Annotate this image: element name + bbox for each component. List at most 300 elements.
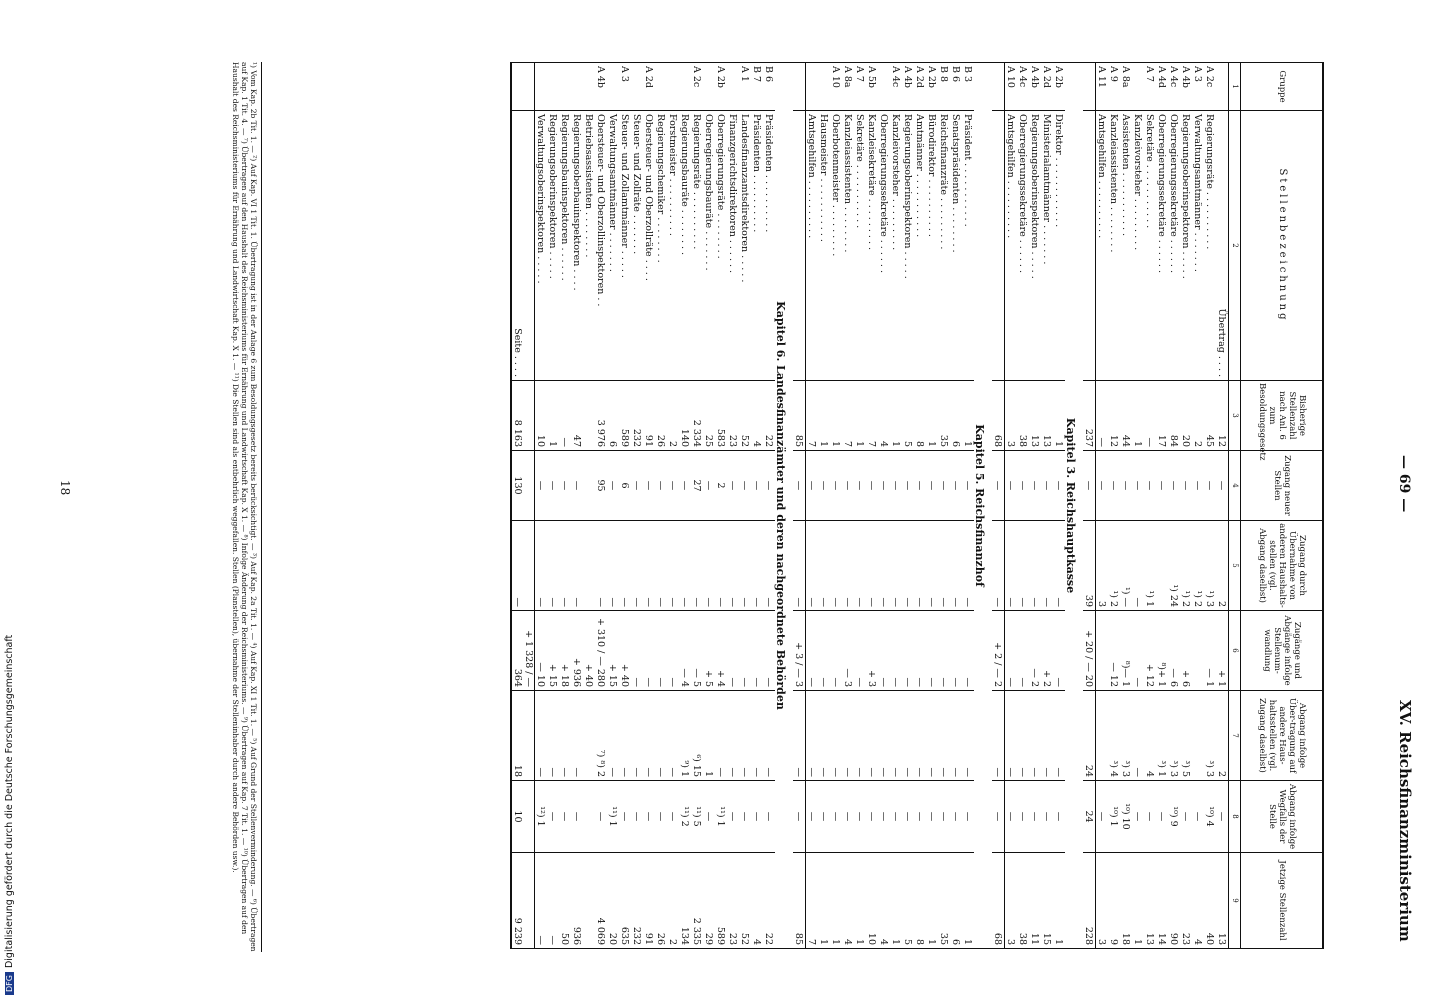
group-cell: B 3 xyxy=(963,63,975,111)
col-number: 9 xyxy=(1229,853,1241,949)
cell: + 5 xyxy=(704,611,716,691)
cell: — xyxy=(831,691,843,781)
cell: — xyxy=(927,451,939,521)
group-cell: A 4c xyxy=(891,63,903,111)
cell xyxy=(584,691,596,781)
cell: — xyxy=(1030,691,1042,781)
cell: — xyxy=(740,781,752,853)
cell: — xyxy=(927,691,939,781)
uebertrag-row xyxy=(1217,63,1230,949)
cell: — xyxy=(879,451,891,521)
cell: + 4 xyxy=(716,611,728,691)
cell: 27 xyxy=(692,451,704,521)
cell: 35 xyxy=(939,853,951,949)
cell: — xyxy=(728,521,740,611)
table-row xyxy=(704,63,716,949)
cell: — xyxy=(644,781,656,853)
cell: ¹¹) 2 xyxy=(680,781,692,853)
cell: 11 xyxy=(1030,853,1042,949)
cell: — 1 xyxy=(1205,611,1217,691)
cell: 1 xyxy=(819,853,831,949)
table-row xyxy=(867,63,879,949)
cell: 5 xyxy=(903,381,915,451)
table-row xyxy=(584,63,596,949)
cell: 84 xyxy=(1169,381,1181,451)
cell: — xyxy=(1018,611,1030,691)
group-cell: A 8a xyxy=(1121,63,1133,111)
cell: — xyxy=(879,691,891,781)
cell: 2 335 xyxy=(692,853,704,949)
position-label: Amtmänner . . . . . . . . . . . xyxy=(915,111,927,381)
cell: 10 xyxy=(535,381,548,451)
empty-cell xyxy=(1084,63,1097,111)
cell: — xyxy=(819,611,831,691)
table-row xyxy=(548,63,560,949)
cell: — xyxy=(1018,691,1030,781)
cell: — xyxy=(879,781,891,853)
cell: 52 xyxy=(740,853,752,949)
total-cell: 24 xyxy=(1084,691,1097,781)
cell: — xyxy=(1157,781,1169,853)
cell: 4 xyxy=(843,853,855,949)
cell xyxy=(584,781,596,853)
total-cell: 24 xyxy=(1084,781,1097,853)
empty-cell xyxy=(794,111,807,381)
position-label: Kanzleivorsteher . . . . . . . . . xyxy=(1133,111,1145,381)
cell: — xyxy=(891,781,903,853)
position-label: Oberregierungssekretäre . . . . . . xyxy=(879,111,891,381)
cell: — xyxy=(1018,451,1030,521)
cell: — xyxy=(1121,451,1133,521)
cell: — xyxy=(927,611,939,691)
col-header-abgang-uebertragung: Abgang infolge Über-tragung auf andere Haus-haltsstellen (vgl. Zugang daselbst) xyxy=(1241,691,1323,781)
chapter-heading: Kapitel 6. Landesfinanzämter und deren nachgeordnete Behörden xyxy=(776,63,794,949)
cell: — xyxy=(1145,381,1157,451)
cell: 936 xyxy=(572,853,584,949)
cell: 1 xyxy=(927,381,939,451)
position-label: Regierungschemiker . . . . . . . . xyxy=(656,111,668,381)
table-row xyxy=(1042,63,1054,949)
cell: — xyxy=(764,691,776,781)
position-label: Ministerialamtmänner . . . . . . . xyxy=(1042,111,1054,381)
group-cell: A 4b xyxy=(596,63,608,111)
cell: 5 xyxy=(903,853,915,949)
cell: — xyxy=(620,521,632,611)
cell: 50 xyxy=(560,853,572,949)
table-row xyxy=(1121,63,1133,949)
cell: — xyxy=(1054,691,1066,781)
cell: — xyxy=(951,781,963,853)
cell: 40 xyxy=(1205,853,1217,949)
cell: — xyxy=(764,521,776,611)
table-row xyxy=(927,63,939,949)
cell: 3 xyxy=(1005,853,1018,949)
cell: — xyxy=(867,521,879,611)
cell: — xyxy=(1133,611,1145,691)
table-row xyxy=(1157,63,1169,949)
table-row xyxy=(728,63,740,949)
cell: 45 xyxy=(1205,381,1217,451)
col-number: 7 xyxy=(1229,691,1241,781)
cell: — xyxy=(716,691,728,781)
position-label: Amtsgehilfen . . . . . . . . . . xyxy=(1096,111,1109,381)
cell: — xyxy=(752,521,764,611)
position-label: Regierungsräte . . . . . . . . . . xyxy=(692,111,704,381)
cell: 4 xyxy=(1193,853,1205,949)
cell: 22 xyxy=(764,381,776,451)
group-cell xyxy=(680,63,692,111)
cell: — xyxy=(903,521,915,611)
cell: 4 069 xyxy=(596,853,608,949)
cell: — xyxy=(855,451,867,521)
cell: — xyxy=(903,611,915,691)
column-number-row xyxy=(1229,63,1241,949)
cell: — xyxy=(644,521,656,611)
position-label: Regierungsoberinspektoren . . . . . xyxy=(1030,111,1042,381)
cell: 44 xyxy=(1121,381,1133,451)
cell: — xyxy=(1217,781,1230,853)
cell: — xyxy=(939,521,951,611)
position-label: Kanzleiassistenten . . . . . . . . xyxy=(843,111,855,381)
cell: — xyxy=(668,611,680,691)
cell: 9 xyxy=(1109,853,1121,949)
col-header-zugang-uebernahme: Zugang durch Übernahme von anderen Haushalts-stellen (vgl. Abgang daselbst) xyxy=(1241,521,1323,611)
cell: 91 xyxy=(644,853,656,949)
total-cell: — xyxy=(794,781,807,853)
cell: 20 xyxy=(608,853,620,949)
seite-total-row xyxy=(512,63,536,949)
cell: — xyxy=(951,451,963,521)
cell xyxy=(1193,691,1205,781)
group-cell xyxy=(656,63,668,111)
group-cell xyxy=(535,63,548,111)
cell: — xyxy=(632,781,644,853)
cell: + 40 xyxy=(620,611,632,691)
total-cell: — xyxy=(1084,451,1097,521)
position-label: Assistenten . . . . . . . . . . . xyxy=(1121,111,1133,381)
cell: — xyxy=(843,691,855,781)
empty-cell xyxy=(1084,111,1097,381)
cell: — xyxy=(740,611,752,691)
footer-page-number: 18 xyxy=(58,480,72,496)
cell: — xyxy=(740,451,752,521)
cell: — xyxy=(535,451,548,521)
cell: 7 xyxy=(843,381,855,451)
cell: ¹) 1 xyxy=(1145,521,1157,611)
cell: 1 xyxy=(1054,381,1066,451)
cell xyxy=(584,381,596,451)
cell: 232 xyxy=(632,381,644,451)
empty-cell xyxy=(512,63,536,111)
cell: — xyxy=(752,611,764,691)
cell: — xyxy=(806,521,819,611)
group-cell xyxy=(819,63,831,111)
cell: + 936 xyxy=(572,611,584,691)
group-cell xyxy=(572,63,584,111)
group-cell: B 7 xyxy=(752,63,764,111)
col-header-umwandlung: Zugänge und Abgänge infolge Stellenum-wandlung xyxy=(1241,611,1323,691)
cell: — xyxy=(1018,781,1030,853)
cell: — xyxy=(572,521,584,611)
position-label: Regierungsoberinspektoren . . . . . xyxy=(548,111,560,381)
cell: + 2 xyxy=(1042,611,1054,691)
group-cell xyxy=(560,63,572,111)
cell: 17 xyxy=(1157,381,1169,451)
cell: — xyxy=(716,521,728,611)
cell: + 12 xyxy=(1145,611,1157,691)
cell: 90 xyxy=(1169,853,1181,949)
cell: ¹) 2 xyxy=(1109,521,1121,611)
total-cell: 228 xyxy=(1084,853,1097,949)
cell: — xyxy=(819,781,831,853)
cell: 583 xyxy=(716,381,728,451)
group-cell: A 4b xyxy=(1181,63,1193,111)
col-number: 5 xyxy=(1229,521,1241,611)
seite-cell: 10 xyxy=(512,781,536,853)
table-row xyxy=(1181,63,1193,949)
cell: — xyxy=(548,853,560,949)
cell: — xyxy=(891,611,903,691)
total-row xyxy=(794,63,807,949)
col-header-jetzige: Jetzige Stellenzahl xyxy=(1241,853,1323,949)
chapter-heading: Kapitel 3. Reichshauptkasse xyxy=(1066,63,1084,949)
position-label: Obersteuer- und Oberzollinspektoren . . xyxy=(596,111,608,381)
cell: — xyxy=(963,691,975,781)
position-label: Oberbotenmeister . . . . . . . . . xyxy=(831,111,843,381)
cell: — xyxy=(915,691,927,781)
cell: — xyxy=(927,521,939,611)
cell: + 310 / — 280 xyxy=(596,611,608,691)
table-row xyxy=(1030,63,1042,949)
group-cell: A 2d xyxy=(915,63,927,111)
group-cell xyxy=(1133,63,1145,111)
cell: 635 xyxy=(620,853,632,949)
cell: 18 xyxy=(1121,853,1133,949)
group-cell: A 1 xyxy=(740,63,752,111)
cell: — xyxy=(806,451,819,521)
seite-cell: 8 163 xyxy=(512,381,536,451)
cell: 13 xyxy=(1145,853,1157,949)
cell: 4 xyxy=(752,381,764,451)
cell: 7 xyxy=(867,381,879,451)
group-cell: A 2b xyxy=(1054,63,1066,111)
cell: — 3 xyxy=(843,611,855,691)
cell: 2 xyxy=(1217,691,1230,781)
table-row xyxy=(855,63,867,949)
cell: 13 xyxy=(1030,381,1042,451)
cell: ⁷) ⁸) 2 xyxy=(596,691,608,781)
cell: — 4 xyxy=(680,611,692,691)
cell: 47 xyxy=(572,381,584,451)
cell: ¹¹) 5 xyxy=(692,781,704,853)
cell: 23 xyxy=(728,381,740,451)
cell: 589 xyxy=(620,381,632,451)
position-label: Regierungsoberinspektoren . . . . . xyxy=(903,111,915,381)
cell: — xyxy=(843,451,855,521)
total-cell: 85 xyxy=(794,381,807,451)
cell: 13 xyxy=(1217,853,1230,949)
group-cell: A 4c xyxy=(1018,63,1030,111)
position-label: Forstmeister . . . . . . . . . . xyxy=(668,111,680,381)
chapter-heading: Kapitel 5. Reichsfinanzhof xyxy=(975,63,993,949)
cell: ¹) 2 xyxy=(1193,521,1205,611)
cell: — xyxy=(939,451,951,521)
total-cell: + 3 / — 3 xyxy=(794,611,807,691)
cell: — xyxy=(560,691,572,781)
cell: — xyxy=(1042,781,1054,853)
cell: — xyxy=(1169,451,1181,521)
group-cell: A 5b xyxy=(867,63,879,111)
cell: 8 xyxy=(915,853,927,949)
group-cell: A 4b xyxy=(903,63,915,111)
cell xyxy=(1193,611,1205,691)
col-number: 4 xyxy=(1229,451,1241,521)
cell: ¹) — xyxy=(1121,521,1133,611)
cell: 3 976 xyxy=(596,381,608,451)
cell: — xyxy=(535,521,548,611)
position-label: Bürodirektor . . . . . . . . . . xyxy=(927,111,939,381)
cell: — xyxy=(1054,451,1066,521)
position-label: Kanzleivorsteher . . . . . . . . . xyxy=(891,111,903,381)
cell: — xyxy=(903,451,915,521)
cell: — xyxy=(963,611,975,691)
table-body xyxy=(512,63,1242,949)
cell: — xyxy=(806,691,819,781)
cell: 25 xyxy=(704,381,716,451)
cell: — xyxy=(632,611,644,691)
cell: — xyxy=(535,853,548,949)
cell: — xyxy=(728,611,740,691)
group-cell: A 8a xyxy=(843,63,855,111)
cell: ¹⁰) 10 xyxy=(1121,781,1133,853)
col-number: 1 xyxy=(1229,63,1241,111)
table-row xyxy=(572,63,584,949)
cell: — xyxy=(608,521,620,611)
cell: — xyxy=(963,781,975,853)
cell: — xyxy=(1133,451,1145,521)
cell: — xyxy=(915,781,927,853)
col-header-bisherige: Bisherige Stellenzahl nach Anl. 6 zum Besoldungsgesetz xyxy=(1241,381,1323,451)
group-cell: A 3 xyxy=(1193,63,1205,111)
cell: — 5 xyxy=(692,611,704,691)
cell: ⁶) 15 xyxy=(692,691,704,781)
cell: — xyxy=(891,691,903,781)
cell: ³) 3 xyxy=(1205,691,1217,781)
cell: — xyxy=(704,451,716,521)
dfg-credit xyxy=(4,635,15,995)
seite-cell: — xyxy=(512,521,536,611)
col-header-zugang-neu: Zugang neuer Stellen xyxy=(1241,451,1323,521)
group-cell: A 10 xyxy=(1005,63,1018,111)
cell: 26 xyxy=(656,853,668,949)
cell: — xyxy=(752,691,764,781)
cell: — xyxy=(668,691,680,781)
group-cell: A 2c xyxy=(1205,63,1217,111)
cell xyxy=(584,521,596,611)
total-cell: 237 xyxy=(1084,381,1097,451)
total-cell: 68 xyxy=(993,853,1006,949)
cell: 2 xyxy=(668,381,680,451)
cell xyxy=(584,853,596,949)
group-cell xyxy=(584,63,596,111)
group-cell xyxy=(548,63,560,111)
position-label: Regierungsräte . . . . . . . . . . xyxy=(1205,111,1217,381)
table-row xyxy=(1018,63,1030,949)
seite-cell: 130 xyxy=(512,451,536,521)
col-number: 8 xyxy=(1229,781,1241,853)
table-row xyxy=(560,63,572,949)
position-label: Sekretäre . . . . . . . . . . . xyxy=(855,111,867,381)
cell: — xyxy=(632,521,644,611)
cell: ¹¹) 1 xyxy=(716,781,728,853)
group-cell: A 2b xyxy=(927,63,939,111)
col-number: 2 xyxy=(1229,111,1241,381)
cell: 6 xyxy=(951,381,963,451)
group-cell xyxy=(632,63,644,111)
cell: — xyxy=(572,781,584,853)
cell: — xyxy=(879,521,891,611)
cell: — xyxy=(596,521,608,611)
col-header-gruppe: Gruppe xyxy=(1241,63,1323,111)
cell: — 12 xyxy=(1109,611,1121,691)
cell: ³) 3 xyxy=(1169,691,1181,781)
cell: — xyxy=(927,781,939,853)
cell: — xyxy=(831,451,843,521)
cell: 3 xyxy=(1096,853,1109,949)
group-cell: A 4b xyxy=(1030,63,1042,111)
cell: 23 xyxy=(1181,853,1193,949)
total-cell: + 2 / — 2 xyxy=(993,611,1006,691)
table-row xyxy=(1193,63,1205,949)
cell: — xyxy=(632,691,644,781)
cell: — xyxy=(1157,451,1169,521)
cell: — xyxy=(1145,451,1157,521)
cell: 3 xyxy=(1096,521,1109,611)
cell: ³) 4 xyxy=(1109,691,1121,781)
cell: 6 xyxy=(608,381,620,451)
dfg-credit-text: Digitalisierung gefördert durch die Deutsche Forschungsgemeinschaft xyxy=(4,634,15,969)
position-label: Steuer- und Zollamtmänner . . . . . xyxy=(620,111,632,381)
table-row xyxy=(740,63,752,949)
cell: — xyxy=(656,451,668,521)
position-label: Verwaltungsamtmänner . . . . . . . xyxy=(1193,111,1205,381)
cell: — xyxy=(572,451,584,521)
position-label: Reichsfinanzräte . . . . . . . . . xyxy=(939,111,951,381)
cell: — xyxy=(620,781,632,853)
cell: 2 xyxy=(716,451,728,521)
cell: 1 xyxy=(963,853,975,949)
total-row xyxy=(1084,63,1097,949)
total-cell: — xyxy=(794,691,807,781)
col-header-stellenbezeichnung: Stellenbezeichnung xyxy=(1241,111,1323,381)
cell: — xyxy=(1030,451,1042,521)
cell: — 6 xyxy=(1169,611,1181,691)
cell xyxy=(1096,691,1109,781)
cell: — xyxy=(608,691,620,781)
cell: + 40 xyxy=(584,611,596,691)
group-cell: B 8 xyxy=(939,63,951,111)
cell: — xyxy=(891,521,903,611)
cell: — xyxy=(963,451,975,521)
cell: — xyxy=(867,451,879,521)
position-label: Sekretäre . . . . . . . . . . . xyxy=(1145,111,1157,381)
cell: 14 xyxy=(1157,853,1169,949)
cell: ³) 3 xyxy=(1121,691,1133,781)
cell: — 10 xyxy=(535,611,548,691)
position-label: Präsident . . . . . . . . . . . xyxy=(963,111,975,381)
cell: 35 xyxy=(939,381,951,451)
empty-cell xyxy=(993,111,1006,381)
